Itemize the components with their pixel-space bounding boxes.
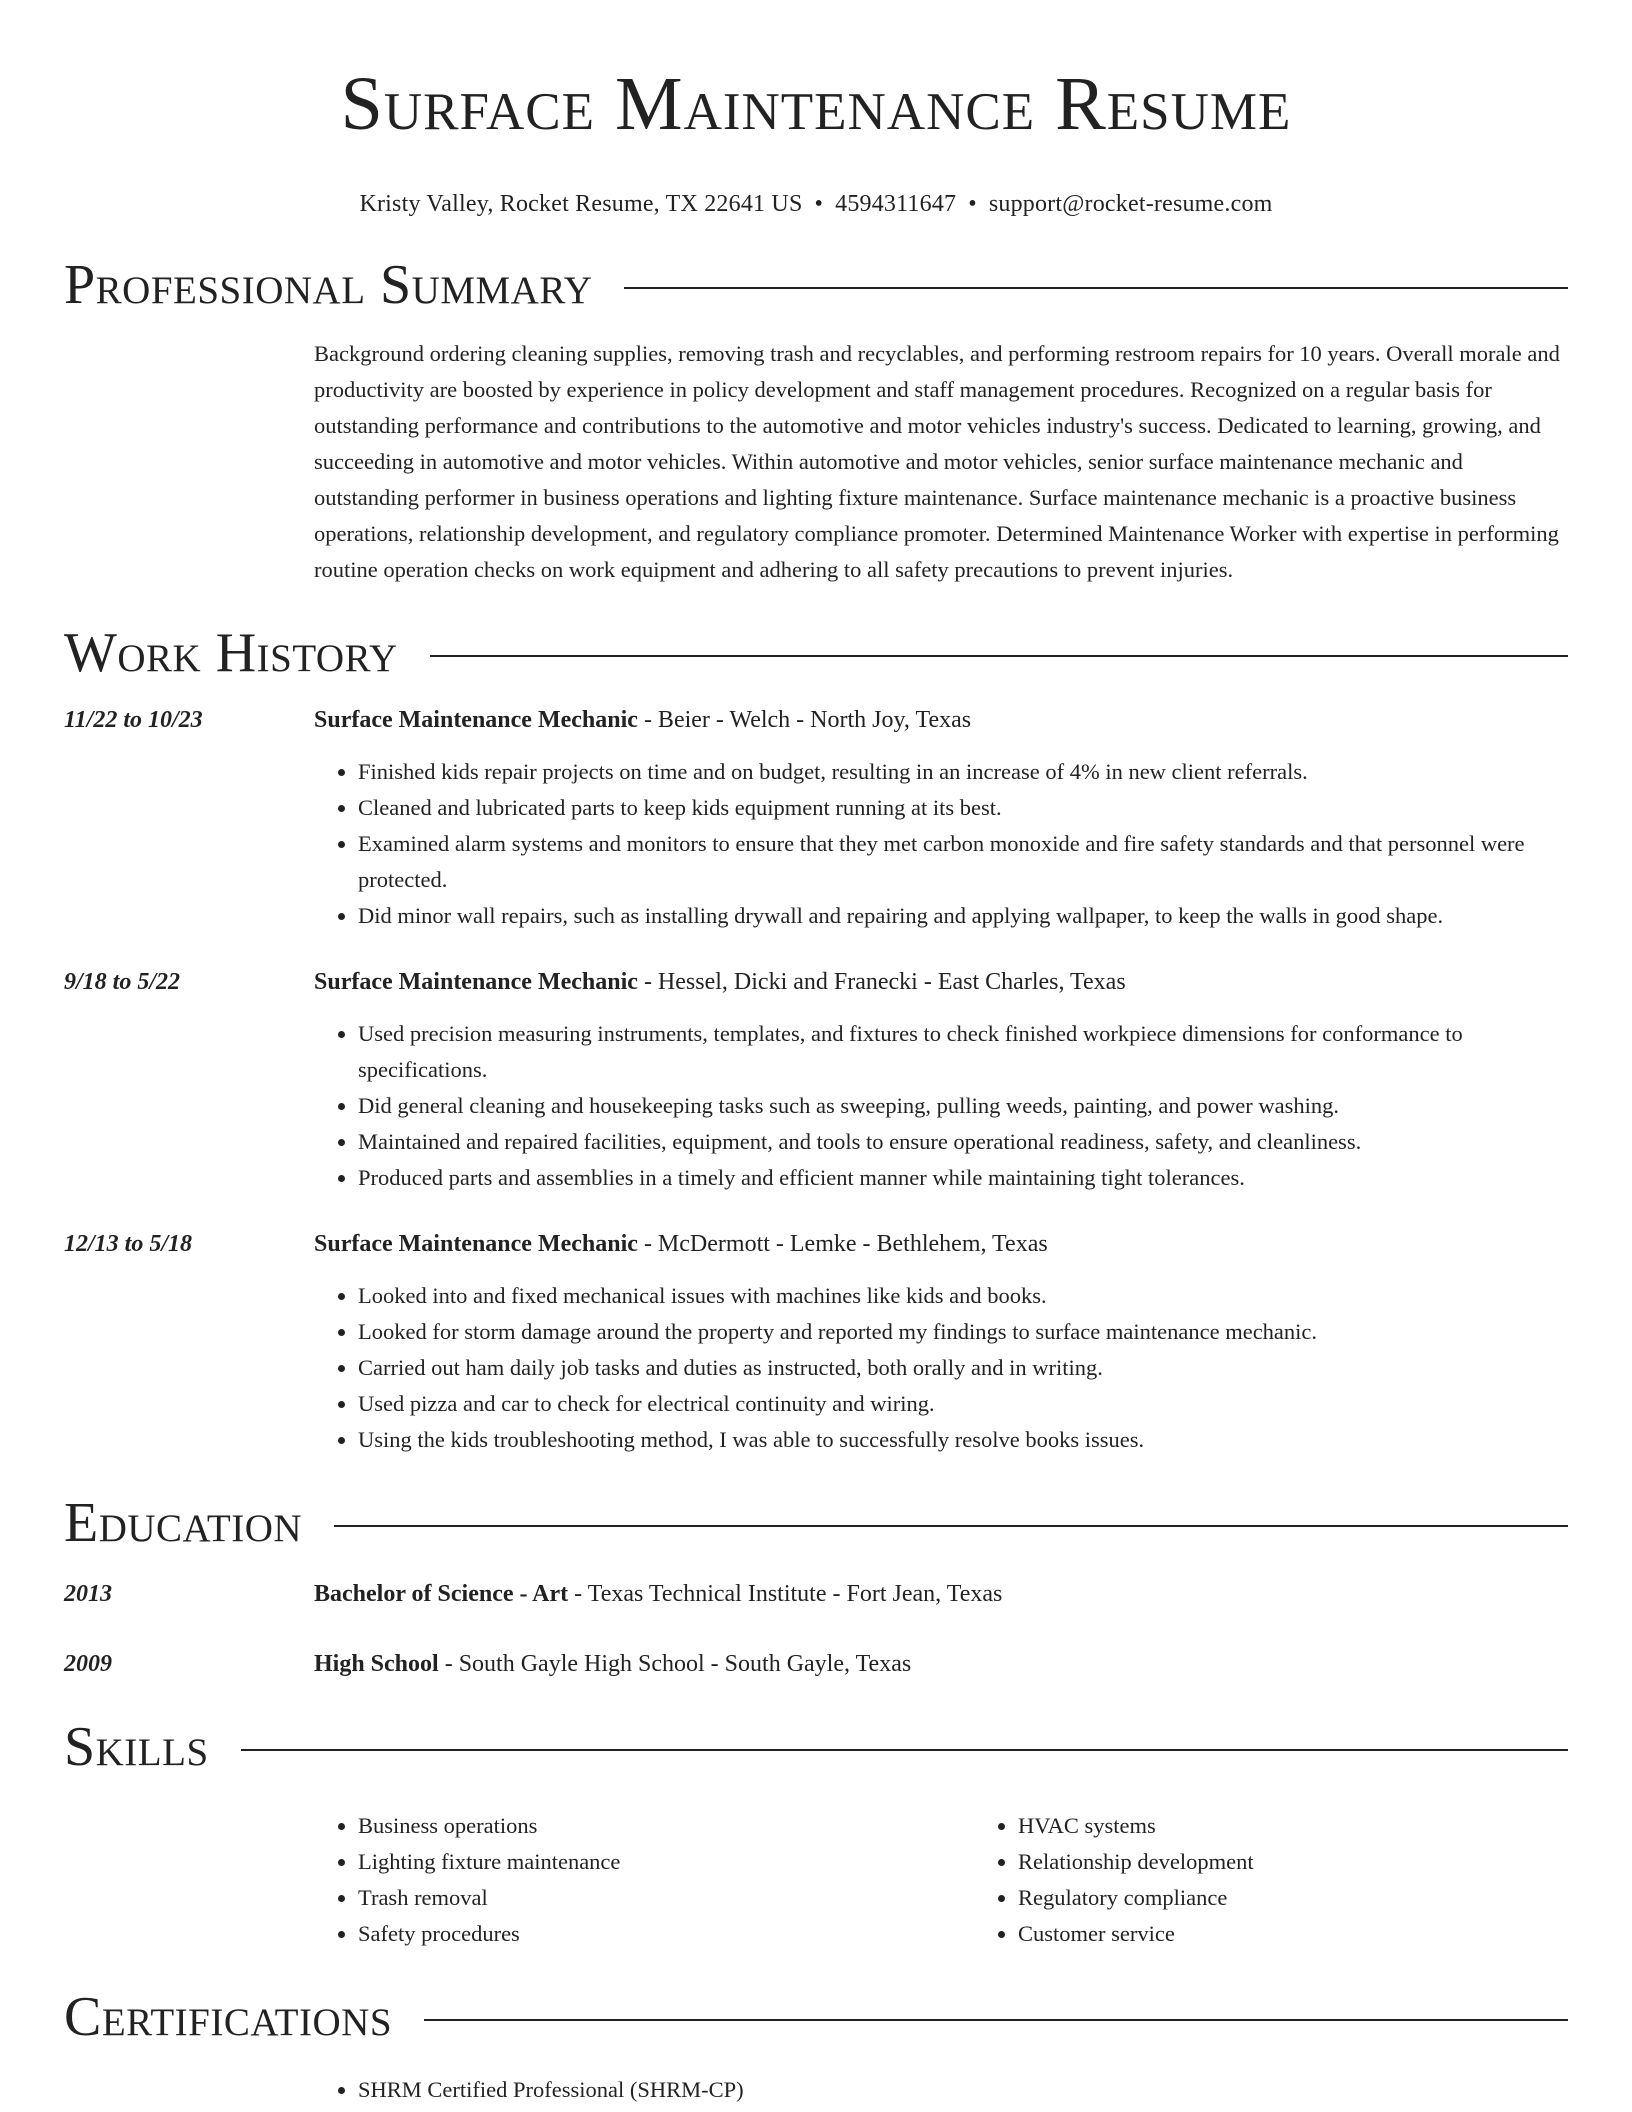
list-item: • Business operations — [358, 1808, 974, 1844]
job-heading — [314, 702, 1568, 738]
list-item: • Examined alarm systems and monitors to ensure that they met carbon monoxide and fire safety standards and that personnel were protected. — [358, 826, 1568, 898]
education-degree: Bachelor of Science - Art — [314, 1581, 569, 1607]
job-position: Surface Maintenance Mechanic — [314, 969, 638, 995]
job-entry-1 — [64, 702, 1568, 934]
list-item: • Looked into and fixed mechanical issues with machines like kids and books. — [358, 1278, 1568, 1314]
job-entry-3 — [64, 1226, 1568, 1458]
summary-row — [64, 336, 1568, 588]
section-divider — [334, 1525, 1568, 1527]
certifications-gutter — [64, 2072, 314, 2108]
list-item: • Finished kids repair projects on time and on budget, resulting in an increase of 4% in new client referrals. — [358, 754, 1568, 790]
job-position: Surface Maintenance Mechanic — [314, 1231, 638, 1257]
work-section-title: Work History — [64, 622, 398, 684]
job-dates: 9/18 to 5/22 — [64, 969, 181, 995]
list-item: • Using the kids troubleshooting method, I was able to successfully resolve books issues. — [358, 1422, 1568, 1458]
job-heading — [314, 1226, 1568, 1262]
section-divider — [241, 1749, 1568, 1751]
education-degree: High School — [314, 1651, 439, 1677]
list-item: • Trash removal — [358, 1880, 974, 1916]
section-divider — [624, 287, 1568, 289]
education-section-title: Education — [64, 1492, 303, 1554]
education-section-header — [64, 1492, 1568, 1554]
certifications-section-header — [64, 1986, 1568, 2048]
education-year: 2009 — [64, 1651, 112, 1677]
education-school: - Texas Technical Institute - Fort Jean, Texas — [568, 1581, 1003, 1607]
list-item: • Lighting fixture maintenance — [358, 1844, 974, 1880]
education-entry-2 — [64, 1646, 1568, 1682]
contact-separator: • — [968, 191, 977, 217]
job-employer: - Hessel, Dicki and Franecki - East Charles, Texas — [637, 969, 1126, 995]
list-item: • SHRM Certified Professional (SHRM-CP) — [358, 2072, 1568, 2108]
list-item: • Did general cleaning and housekeeping tasks such as sweeping, pulling weeds, painting, and power washing. — [358, 1088, 1568, 1124]
skills-list-left — [314, 1808, 974, 1952]
education-year: 2013 — [64, 1581, 112, 1607]
contact-address: Kristy Valley, Rocket Resume, TX 22641 US — [359, 191, 803, 217]
job-dates: 11/22 to 10/23 — [64, 707, 203, 733]
skills-section-header — [64, 1716, 1568, 1778]
job-employer: - McDermott - Lemke - Bethlehem, Texas — [637, 1231, 1048, 1257]
summary-gutter — [64, 336, 314, 588]
list-item: • Safety procedures — [358, 1916, 974, 1952]
list-item: • Used precision measuring instruments, templates, and fixtures to check finished workpiece dimensions for conformance to specifications. — [358, 1016, 1568, 1088]
certifications-list — [314, 2072, 1568, 2108]
job-bullets — [314, 1278, 1568, 1458]
job-bullets — [314, 1016, 1568, 1196]
list-item: • HVAC systems — [1018, 1808, 1632, 1844]
list-item: • Cleaned and lubricated parts to keep kids equipment running at its best. — [358, 790, 1568, 826]
list-item: • Regulatory compliance — [1018, 1880, 1632, 1916]
list-item: • Produced parts and assemblies in a timely and efficient manner while maintaining tight tolerances. — [358, 1160, 1568, 1196]
list-item: • Carried out ham daily job tasks and duties as instructed, both orally and in writing. — [358, 1350, 1568, 1386]
job-bullets — [314, 754, 1568, 934]
job-dates: 12/13 to 5/18 — [64, 1231, 193, 1257]
certifications-row — [64, 2072, 1568, 2108]
contact-email: support@rocket-resume.com — [988, 191, 1273, 217]
contact-phone: 4594311647 — [835, 191, 957, 217]
list-item: • Looked for storm damage around the property and reported my findings to surface maintenance mechanic. — [358, 1314, 1568, 1350]
job-position: Surface Maintenance Mechanic — [314, 707, 638, 733]
job-heading — [314, 964, 1568, 1000]
list-item: • Used pizza and car to check for electrical continuity and wiring. — [358, 1386, 1568, 1422]
list-item: • Relationship development — [1018, 1844, 1632, 1880]
skills-gutter — [64, 1808, 314, 1952]
skills-section-title: Skills — [64, 1716, 209, 1778]
resume-title: Surface Maintenance Resume — [340, 62, 1292, 146]
summary-section-title: Professional Summary — [64, 254, 593, 316]
section-divider — [430, 655, 1568, 657]
education-entry-1 — [64, 1576, 1568, 1612]
summary-section-header — [64, 254, 1568, 316]
skills-row — [64, 1808, 1568, 1952]
contact-separator: • — [814, 191, 824, 217]
work-section-header — [64, 622, 1568, 684]
job-employer: - Beier - Welch - North Joy, Texas — [637, 707, 972, 733]
section-divider — [424, 2019, 1568, 2021]
education-school: - South Gayle High School - South Gayle, Texas — [438, 1651, 912, 1677]
certifications-section-title: Certifications — [64, 1986, 393, 2048]
list-item: • Customer service — [1018, 1916, 1632, 1952]
contact-line — [64, 188, 1568, 220]
job-entry-2 — [64, 964, 1568, 1196]
list-item: • Did minor wall repairs, such as installing drywall and repairing and applying wallpaper, to keep the walls in good shape. — [358, 898, 1568, 934]
summary-text: Background ordering cleaning supplies, removing trash and recyclables, and performing restroom repairs for 10 years. Overall morale and productivity are boosted by experience in policy development and staff management procedures. Recognized on a regular basis for outstanding performance and contributions to the automotive and motor vehicles industry's success. Dedicated to learning, growing, and succeeding in automotive and motor vehicles. Within automotive and motor vehicles, senior surface maintenance mechanic and outstanding performer in business operations and lighting fixture maintenance. Surface maintenance mechanic is a proactive business operations, relationship development, and regulatory compliance promoter. Determined Maintenance Worker with expertise in performing routine operation checks on work equipment and adhering to all safety precautions to prevent injuries. — [314, 341, 1560, 582]
list-item: • Maintained and repaired facilities, equipment, and tools to ensure operational readiness, safety, and cleanliness. — [358, 1124, 1568, 1160]
skills-list-right — [974, 1808, 1632, 1952]
